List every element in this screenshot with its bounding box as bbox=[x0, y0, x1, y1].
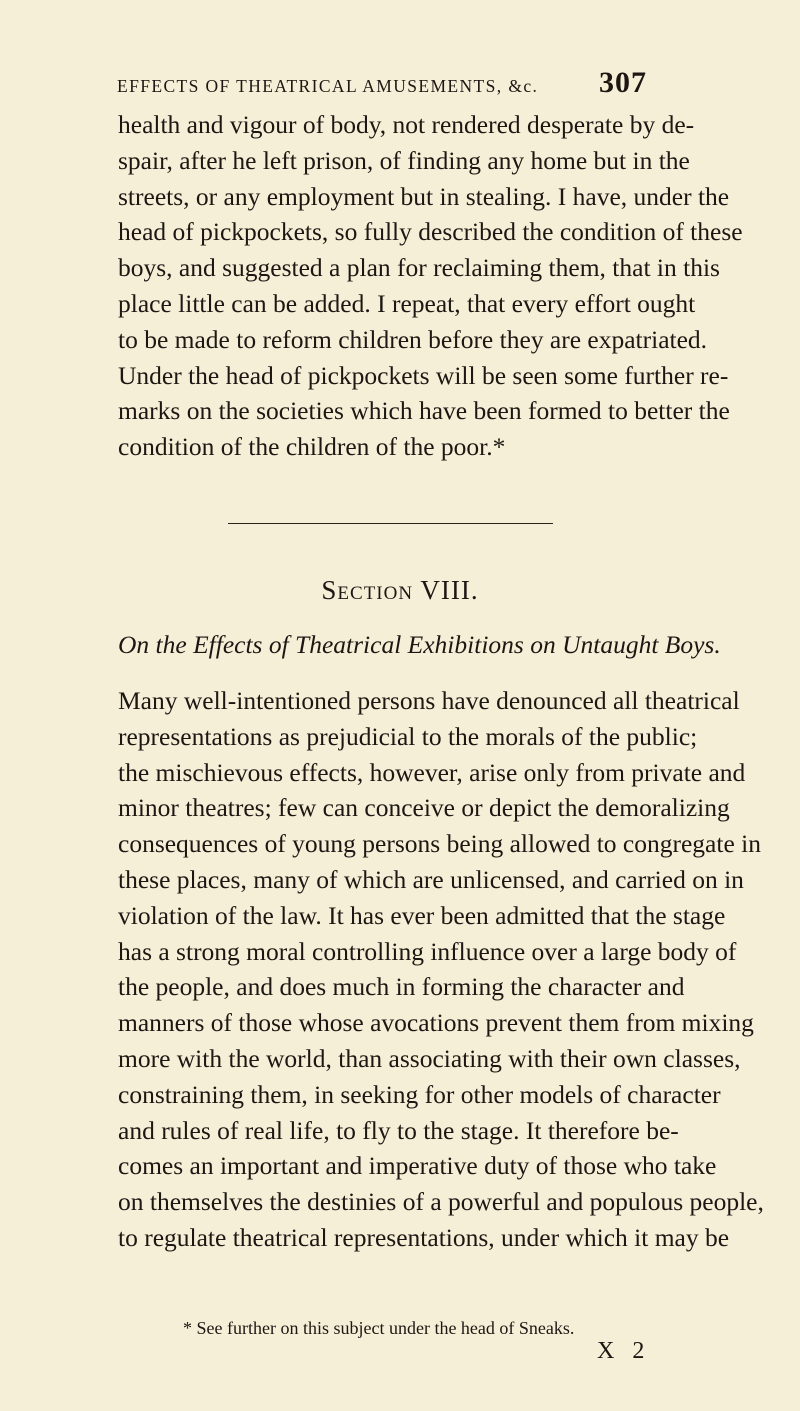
paragraph-section-body-line: comes an important and imperative duty of those who take bbox=[118, 1151, 717, 1181]
paragraph-section-body-line: representations as prejudicial to the morals of the public; bbox=[118, 721, 698, 751]
paragraph-continuation-line: to be made to reform children before they are expatriated. bbox=[118, 324, 708, 354]
section-heading-word: Section bbox=[321, 575, 414, 605]
paragraph-section-body bbox=[118, 683, 764, 1256]
paragraph-continuation-line: boys, and suggested a plan for reclaiming them, that in this bbox=[118, 253, 720, 283]
paragraph-section-body-line: on themselves the destinies of a powerful and populous people, bbox=[118, 1187, 764, 1217]
paragraph-section-body-line: Many well-intentioned persons have denounced all theatrical bbox=[118, 686, 740, 715]
paragraph-continuation-line: Under the head of pickpockets will be seen some further re- bbox=[118, 360, 729, 390]
paragraph-section-body-line: the people, and does much in forming the character and bbox=[118, 972, 685, 1002]
signature-mark: X 2 bbox=[597, 1338, 651, 1364]
paragraph-continuation-line: condition of the children of the poor.* bbox=[118, 432, 506, 462]
paragraph-section-body-line: to regulate theatrical representations, under which it may be bbox=[118, 1222, 730, 1252]
section-heading-number: VIII. bbox=[420, 575, 479, 605]
section-heading bbox=[0, 575, 800, 606]
paragraph-section-body-line: manners of those whose avocations prevent them from mixing bbox=[118, 1008, 754, 1038]
paragraph-continuation-line: place little can be added. I repeat, that every effort ought bbox=[118, 288, 696, 318]
paragraph-section-body-line: these places, many of which are unlicensed, and carried on in bbox=[118, 864, 744, 894]
paragraph-section-body-line: minor theatres; few can conceive or depict the demoralizing bbox=[118, 793, 730, 823]
paragraph-section-body-line: and rules of real life, to fly to the stage. It therefore be- bbox=[118, 1115, 679, 1145]
running-head bbox=[117, 62, 647, 102]
paragraph-section-body-line: the mischievous effects, however, arise only from private and bbox=[118, 757, 746, 787]
paragraph-continuation-line: streets, or any employment but in stealing. I have, under the bbox=[118, 181, 730, 211]
paragraph-continuation-line: marks on the societies which have been formed to better the bbox=[118, 396, 730, 426]
paragraph-section-body-line: constraining them, in seeking for other models of character bbox=[118, 1079, 721, 1109]
paragraph-continuation-line: health and vigour of body, not rendered desperate by de- bbox=[118, 110, 695, 139]
paragraph-continuation bbox=[118, 107, 743, 465]
paragraph-section-body-line: violation of the law. It has ever been admitted that the stage bbox=[118, 900, 726, 930]
section-subtitle: On the Effects of Theatrical Exhibitions on Untaught Boys. bbox=[118, 630, 721, 659]
paragraph-section-body-line: has a strong moral controlling influence over a large body of bbox=[118, 936, 737, 966]
paragraph-continuation-line: spair, after he left prison, of finding any home but in the bbox=[118, 145, 690, 175]
paragraph-continuation-line: head of pickpockets, so fully described the condition of these bbox=[118, 217, 743, 247]
running-title: EFFECTS OF THEATRICAL AMUSEMENTS, &c. bbox=[117, 76, 539, 96]
section-divider bbox=[228, 523, 553, 524]
paragraph-section-body-line: consequences of young persons being allowed to congregate in bbox=[118, 829, 761, 859]
paragraph-section-body-line: more with the world, than associating with their own classes, bbox=[118, 1043, 741, 1073]
page-number: 307 bbox=[599, 66, 647, 99]
footnote: * See further on this subject under the head of Sneaks. bbox=[183, 1318, 575, 1338]
